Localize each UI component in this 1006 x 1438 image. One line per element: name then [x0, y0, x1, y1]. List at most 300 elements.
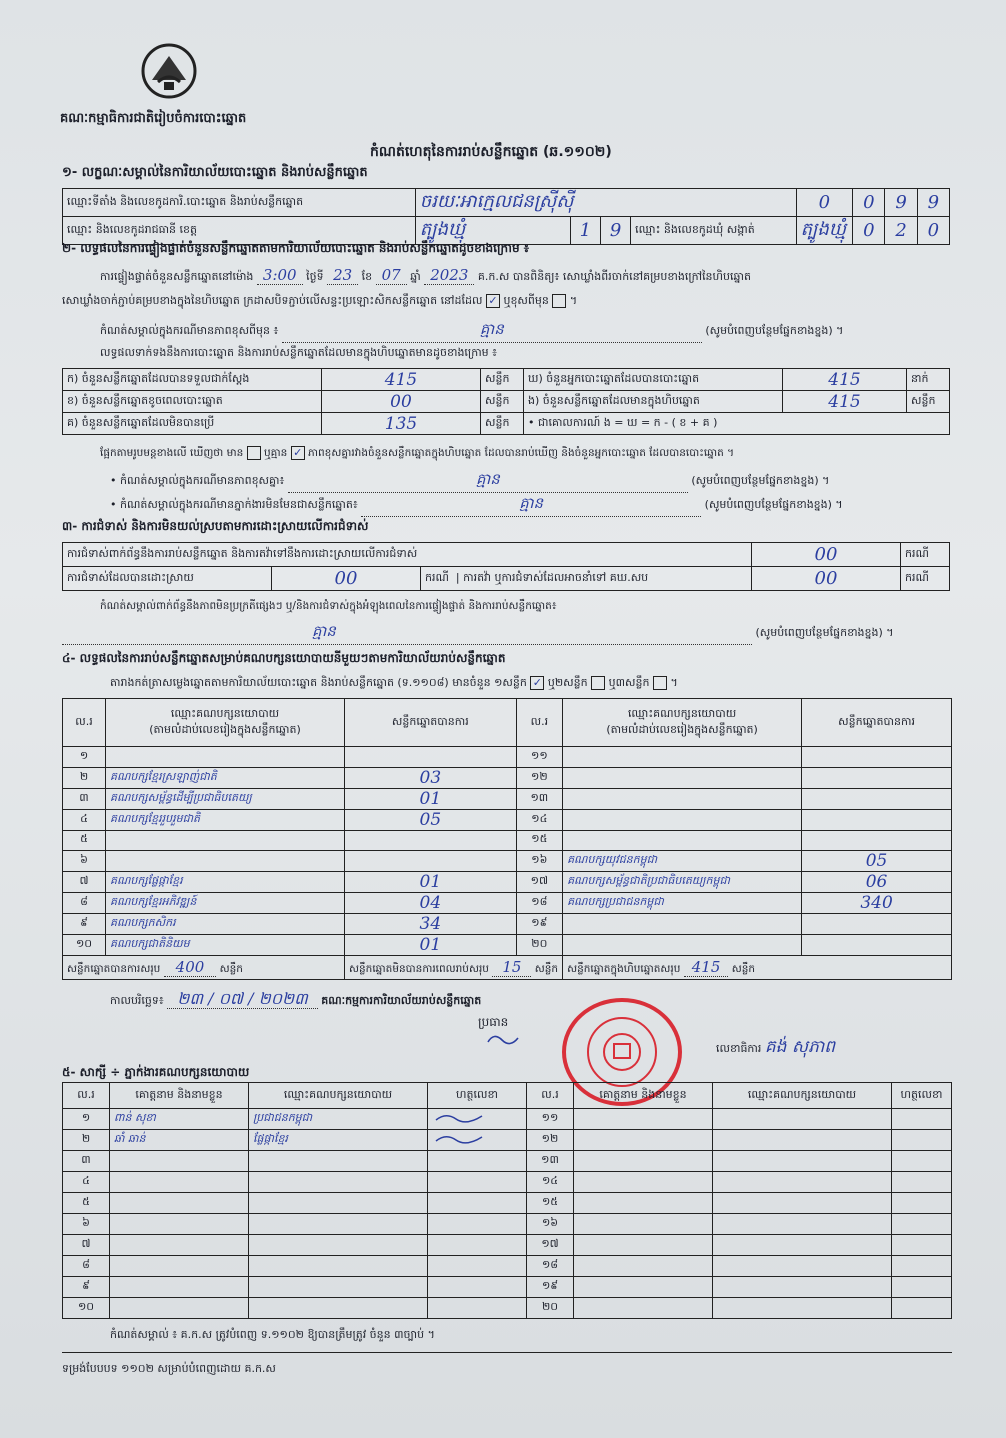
witness-col-name: គោត្តនាម និងនាមខ្លួន — [574, 1083, 713, 1109]
verification-time: 3:00 — [257, 266, 303, 285]
table-row — [63, 1109, 952, 1130]
col-party-title: ឈ្មោះគណបក្សនយោបាយ — [627, 706, 737, 720]
signature-icon — [432, 1131, 492, 1147]
party-name — [563, 830, 802, 851]
party-name: គណបក្សខ្មែរអភិវឌ្ឍន៍ — [106, 893, 345, 914]
witness-signature — [428, 1235, 527, 1256]
footer-divider — [62, 1352, 952, 1353]
witness-name — [574, 1109, 713, 1130]
witness-party — [249, 1193, 428, 1214]
witness-row-number: ១៥ — [527, 1193, 574, 1214]
party-votes — [345, 851, 517, 872]
chief-signature-icon — [484, 1030, 524, 1050]
spoiled-label: ខ) ចំនួនសន្លឹកឆ្នោតខូចពេលបោះឆ្នោត — [63, 391, 322, 413]
total-invalid-unit: សន្លឹក — [534, 962, 559, 975]
table-row — [63, 1214, 952, 1235]
witness-signature — [892, 1298, 952, 1319]
witness-name — [110, 1298, 249, 1319]
tally-sheet-line — [110, 676, 678, 692]
party-row-number: ៤ — [63, 809, 106, 830]
complaints-unit: ករណី — [901, 543, 950, 567]
comparison-text-c: ភាពខុសគ្នារវាងចំនួនសន្លឹកឆ្នោតក្នុងហិបឆ្នោត ដែលបានរាប់ឃើញ និងចំនួនអ្នកបោះឆ្នោត ដែលបានបោះឆ្នោត ។ — [308, 447, 735, 459]
witness-party — [713, 1235, 892, 1256]
table-row — [63, 767, 952, 788]
witness-row-number: ៥ — [63, 1193, 110, 1214]
witness-row-number: ១៨ — [527, 1256, 574, 1277]
col-votes-header: សន្លឹកឆ្នោតបានការ — [802, 699, 952, 747]
secretary-name: គង់ សុភាព — [764, 1037, 836, 1057]
no-difference-checkbox[interactable]: ✓ — [291, 446, 305, 460]
party-name — [563, 809, 802, 830]
witness-row-number: ១៩ — [527, 1277, 574, 1298]
resolved-unit: ករណី — [425, 570, 449, 584]
province-label: ឈ្មោះ និងលេខកូដរាជធានី ខេត្ត — [63, 217, 416, 245]
witness-col-party: ឈ្មោះគណបក្សនយោបាយ — [249, 1083, 428, 1109]
party-row-number: ១៩ — [516, 914, 562, 935]
witness-row-number: ១០ — [63, 1298, 110, 1319]
received-label: ក) ចំនួនសន្លឹកឆ្នោតដែលបានទទួលជាក់ស្តែង — [63, 369, 322, 391]
witness-party — [713, 1193, 892, 1214]
col-no-header: ល.រ — [516, 699, 562, 747]
party-row-number: ៣ — [63, 788, 106, 809]
org-name: គណៈកម្មាធិការជាតិរៀបចំការបោះឆ្នោត — [60, 111, 247, 126]
table-row — [63, 872, 952, 893]
form-footer: ទម្រង់បែបបទ ១១០២ សម្រាប់បំពេញដោយ គ.ក.ស — [62, 1362, 276, 1375]
party-name — [563, 767, 802, 788]
section-4-heading: ៤- លទ្ធផលនៃការរាប់សន្លឹកឆ្នោតសម្រាប់គណបក្សនយោបាយនីមួយៗតាមការិយាល័យរាប់សន្លឹកឆ្នោត — [62, 651, 506, 665]
total-valid-label: សន្លឹកឆ្នោតបានការសរុប — [67, 962, 161, 975]
witness-col-party: ឈ្មោះគណបក្សនយោបាយ — [713, 1083, 892, 1109]
verification-line-1 — [100, 266, 751, 286]
witness-signature — [428, 1298, 527, 1319]
table-row — [63, 830, 952, 851]
witness-row-number: ២០ — [527, 1298, 574, 1319]
witness-row-number: ៩ — [63, 1277, 110, 1298]
verification-year-label: ឆ្នាំ — [410, 270, 421, 283]
note-non-ballot-hint: (សូមបំពេញបន្ថែមផ្នែកខាងខ្នង) ។ — [704, 498, 843, 511]
witness-name — [574, 1235, 713, 1256]
total-invalid-label: សន្លឹកឆ្នោតមិនបានការពេលរាប់សរុប — [349, 962, 489, 975]
witness-name — [574, 1193, 713, 1214]
table-row — [63, 1256, 952, 1277]
col-votes-header: សន្លឹកឆ្នោតបានការ — [345, 699, 517, 747]
witness-party — [249, 1256, 428, 1277]
witness-signature — [892, 1277, 952, 1298]
party-name: គណបក្សយុវជនកម្ពុជា — [563, 851, 802, 872]
witness-signature — [892, 1235, 952, 1256]
col-party-header — [563, 699, 802, 747]
col-no-header: ល.រ — [63, 699, 106, 747]
party-votes: 01 — [345, 935, 517, 956]
commune-value: ត្បូងឃ្មុំ — [796, 217, 853, 245]
witness-row-number: ១២ — [527, 1130, 574, 1151]
note-discrepancy-label: • កំណត់សម្គាល់ក្នុងករណីមានភាពខុសគ្នា៖ — [110, 474, 285, 487]
witness-row-number: ៣ — [63, 1151, 110, 1172]
witness-party — [249, 1235, 428, 1256]
table-row — [63, 1193, 952, 1214]
two-sheets-label: ឬ២សន្លឹក — [547, 676, 588, 689]
date-line — [110, 988, 481, 1012]
date-label: កាលបរិច្ឆេទ៖ — [110, 994, 164, 1007]
party-row-number: ១០ — [63, 935, 106, 956]
formula-note: • ជាគោលការណ៍ ង = ឃ = ក - ( ខ + គ ) — [524, 413, 950, 435]
location-name-label: ឈ្មោះទីតាំង និងលេខកូដការិ.បោះឆ្នោត និងរាប់សន្លឹកឆ្នោត — [63, 189, 416, 217]
witness-row-number: ១៤ — [527, 1172, 574, 1193]
party-votes — [802, 830, 952, 851]
witness-name — [574, 1151, 713, 1172]
location-name-value: ចរយៈអាក្មេលជនស្រ៊ីសុី — [415, 189, 796, 217]
note-difference-value: គ្មាន — [282, 320, 702, 343]
witness-signature — [428, 1109, 527, 1130]
received-value: 415 — [322, 369, 481, 391]
total-box-value: 415 — [684, 958, 729, 977]
party-row-number: ១៥ — [516, 830, 562, 851]
witness-row-number: ១ — [63, 1109, 110, 1130]
col-party-header — [106, 699, 345, 747]
two-sheets-checkbox[interactable] — [591, 676, 605, 690]
in-box-unit: សន្លឹក — [907, 391, 950, 413]
verification-month: 07 — [376, 266, 407, 285]
escalated-value: 00 — [752, 567, 901, 591]
tally-sheet-text: តារាងកត់ត្រាសម្លេងឆ្នោតតាមការិយាល័យបោះឆ្នោត និងរាប់សន្លឹកឆ្នោត (ទ.១១០៨) មានចំនួន ១សន្លឹក — [110, 676, 527, 689]
witness-row-number: ២ — [63, 1130, 110, 1151]
witness-party — [249, 1172, 428, 1193]
commission-emblem-icon — [140, 42, 198, 100]
table-row — [63, 1151, 952, 1172]
location-code-digit: 9 — [885, 189, 917, 217]
witness-row-number: ៧ — [63, 1235, 110, 1256]
party-row-number: ១២ — [516, 767, 562, 788]
ballot-count-table — [62, 368, 950, 435]
complaints-note-line — [62, 622, 950, 645]
unused-label: គ) ចំនួនសន្លឹកឆ្នោតដែលមិនបានប្រើ — [63, 413, 322, 435]
table-row — [63, 914, 952, 935]
in-box-value: 415 — [783, 391, 907, 413]
witness-name — [110, 1235, 249, 1256]
party-name — [563, 788, 802, 809]
three-sheets-checkbox[interactable] — [653, 676, 667, 690]
party-row-number: ៦ — [63, 851, 106, 872]
witness-party — [249, 1298, 428, 1319]
voters-unit: នាក់ — [907, 369, 950, 391]
party-name: គណបក្សសម្ព័ន្ធដើម្បីប្រជាធិបតេយ្យ — [106, 788, 345, 809]
note-difference-label: កំណត់សម្គាល់ក្នុងករណីមានភាពខុសពីមុន ៖ — [100, 324, 279, 337]
voters-label: ឃ) ចំនួនអ្នកបោះឆ្នោតដែលបានបោះឆ្នោត — [524, 369, 783, 391]
witness-signature — [428, 1172, 527, 1193]
comparison-text-b: ឬគ្មាន — [264, 447, 288, 459]
party-votes — [345, 747, 517, 768]
tally-sheet-end: ។ — [670, 676, 678, 689]
date-value: ២៣ / ០៧ / ២០២៣ — [167, 989, 318, 1009]
party-row-number: ១៤ — [516, 809, 562, 830]
party-row-number: ៥ — [63, 830, 106, 851]
witness-party — [713, 1172, 892, 1193]
one-sheet-checkbox[interactable]: ✓ — [530, 676, 544, 690]
verification-line-1-end: គ.ក.ស បានពិនិត្យ៖ សោឃ្លាំងពីរចាក់នៅគម្របខាងក្រៅនៃហិបឆ្នោត — [477, 270, 751, 283]
note-non-ballot-label: • កំណត់សម្គាល់ក្នុងករណីមានភ្នាក់ងារមិនមែនជាសន្លឹកឆ្នោត៖ — [110, 498, 358, 511]
note-difference-line — [100, 320, 940, 343]
party-row-number: ៨ — [63, 893, 106, 914]
witness-signature — [892, 1214, 952, 1235]
party-row-number: ៧ — [63, 872, 106, 893]
party-name: គណបក្សសម្ព័ន្ធជាតិប្រជាធិបតេយ្យកម្ពុជា — [563, 872, 802, 893]
party-name — [106, 747, 345, 768]
witness-name: ឆាំ ឆាន់ — [110, 1130, 249, 1151]
location-code-digit: 0 — [853, 189, 885, 217]
total-valid-unit: សន្លឹក — [219, 962, 243, 975]
section-2-heading: ២- លទ្ធផលនៃការផ្ទៀងផ្ទាត់ចំនួនសន្លឹកឆ្នោតតាមការិយាល័យបោះឆ្នោត និងរាប់សន្លឹកឆ្នោតដូចខាងក្រោម ៖ — [62, 241, 530, 255]
party-name: គណបក្សប្រជាជនកម្ពុជា — [563, 893, 802, 914]
witness-name — [574, 1256, 713, 1277]
witness-party — [713, 1277, 892, 1298]
col-party-title: ឈ្មោះគណបក្សនយោបាយ — [170, 706, 280, 720]
chief-label: ប្រធាន — [478, 1015, 509, 1029]
witness-signature — [428, 1130, 527, 1151]
verification-line-2-text: សោឃ្លាំងចាក់ភ្ជាប់គម្របខាងក្នុងនៃហិបឆ្នោត ក្រដាសបិទភ្ជាប់លើសន្ទះប្រឡោះសិកសន្លឹកឆ្នោត នៅដដែល — [62, 294, 483, 307]
witness-row-number: ១៧ — [527, 1235, 574, 1256]
footnote: កំណត់សម្គាល់ ៖ គ.ក.ស ត្រូវបំពេញ ទ.១១០២ ឱ្យបានត្រឹមត្រូវ ចំនួន ៣ច្បាប់ ។ — [110, 1328, 435, 1341]
section-3-heading: ៣- ការជំទាស់ និងការមិនយល់ស្របតាមការដោះស្រាយលើការជំទាស់ — [62, 519, 369, 533]
different-label: ឬខុសពីមុន — [503, 294, 549, 307]
party-name — [563, 747, 802, 768]
witness-row-number: ៨ — [63, 1256, 110, 1277]
party-row-number: ១៨ — [516, 893, 562, 914]
section-1-heading: ១- លក្ខណៈសម្គាល់នៃការិយាល័យបោះឆ្នោត និងរាប់សន្លឹកឆ្នោត — [62, 165, 368, 180]
verification-month-label: ខែ — [361, 270, 373, 283]
verification-year: 2023 — [424, 266, 474, 285]
escalated-label: ករណី | ការតវ៉ា ឬការជំទាស់ដែលអាចនាំទៅ គឃ.សប — [421, 567, 752, 591]
witness-signature — [892, 1172, 952, 1193]
note-discrepancy-hint: (សូមបំពេញបន្ថែមផ្នែកខាងខ្នង) ។ — [691, 474, 830, 487]
location-code-digit: 9 — [917, 189, 949, 217]
table-row — [63, 1130, 952, 1151]
note-non-ballot-line — [110, 494, 843, 517]
verification-day-label: ថ្ងៃទី — [306, 270, 324, 283]
party-votes — [802, 747, 952, 768]
party-votes: 05 — [345, 809, 517, 830]
witness-name: ពាន់ សុខា — [110, 1109, 249, 1130]
witness-row-number: ១១ — [527, 1109, 574, 1130]
witness-party — [713, 1130, 892, 1151]
location-code-digit: 0 — [796, 189, 853, 217]
witness-name — [110, 1151, 249, 1172]
note-discrepancy-value: គ្មាន — [288, 470, 688, 493]
witness-name — [574, 1172, 713, 1193]
witness-row-number: ៦ — [63, 1214, 110, 1235]
party-row-number: ២ — [63, 767, 106, 788]
table-row — [63, 1277, 952, 1298]
witness-col-name: គោត្តនាម និងនាមខ្លួន — [110, 1083, 249, 1109]
witness-party — [713, 1298, 892, 1319]
commune-code-digit: 0 — [853, 217, 885, 245]
result-intro: លទ្ធផលទាក់ទងនឹងការបោះឆ្នោត និងការរាប់សន្លឹកឆ្នោតដែលមានក្នុងហិបឆ្នោតមានដូចខាងក្រោម ៖ — [100, 346, 497, 359]
signature-icon — [432, 1110, 492, 1126]
comparison-text-a: ផ្អែកតាមរូបមន្តខាងលើ ឃើញថា មាន — [100, 447, 244, 459]
party-row-number: ១ — [63, 747, 106, 768]
party-votes: 05 — [802, 851, 952, 872]
complaints-note-value: គ្មាន — [62, 622, 752, 645]
note-discrepancy-line — [110, 470, 829, 493]
party-row-number: ១១ — [516, 747, 562, 768]
col-party-subtitle: (តាមលំដាប់លេខរៀងក្នុងសន្លឹកឆ្នោត) — [606, 722, 758, 736]
party-results-table — [62, 698, 952, 980]
table-row — [63, 851, 952, 872]
escalated-text: ការតវ៉ា ឬការជំទាស់ដែលអាចនាំទៅ គឃ.សប — [463, 570, 649, 584]
party-votes — [802, 809, 952, 830]
form-title: កំណត់ហេតុនៃការរាប់សន្លឹកឆ្នោត (ឆ.១១០២) — [370, 144, 612, 160]
total-box-unit: សន្លឹក — [731, 962, 756, 975]
total-invalid-cell — [345, 956, 563, 980]
escalated-unit: ករណី — [901, 567, 950, 591]
comparison-line — [100, 446, 734, 462]
complaints-value: 00 — [752, 543, 901, 567]
table-row — [63, 1235, 952, 1256]
witness-row-number: ១៦ — [527, 1214, 574, 1235]
table-row — [63, 747, 952, 768]
party-votes: 340 — [802, 893, 952, 914]
complaints-table — [62, 542, 950, 591]
party-row-number: ១៦ — [516, 851, 562, 872]
verification-line-2: សោឃ្លាំងចាក់ភ្ជាប់គម្របខាងក្នុងនៃហិបឆ្នោត ក្រដាសបិទភ្ជាប់លើសន្ទះប្រឡោះសិកសន្លឹកឆ្នោត នៅដដែល ✓ ឬខុសពីមុន ។ — [62, 294, 578, 307]
party-name: គណបក្សផ្លែផ្កាខ្មែរ — [106, 872, 345, 893]
note-difference-hint: (សូមបំពេញបន្ថែមផ្នែកខាងខ្នង) ។ — [705, 324, 844, 337]
total-box-cell — [563, 956, 952, 980]
witness-name — [574, 1214, 713, 1235]
has-difference-checkbox[interactable] — [247, 446, 261, 460]
party-votes: 34 — [345, 914, 517, 935]
witness-col-no: ល.រ — [527, 1083, 574, 1109]
table-row — [63, 809, 952, 830]
received-unit: សន្លឹក — [481, 369, 524, 391]
party-votes: 01 — [345, 788, 517, 809]
witness-signature — [428, 1214, 527, 1235]
witness-party — [249, 1277, 428, 1298]
three-sheets-label: ឬ៣សន្លឹក — [608, 676, 650, 689]
witness-party — [713, 1109, 892, 1130]
commune-code-digit: 0 — [917, 217, 949, 245]
party-name — [106, 851, 345, 872]
different-checkbox[interactable] — [552, 294, 566, 308]
witness-signature — [892, 1151, 952, 1172]
spoiled-value: 00 — [322, 391, 481, 413]
commune-code-digit: 2 — [885, 217, 917, 245]
complaints-note-hint: (សូមបំពេញបន្ថែមផ្នែកខាងខ្នង) ។ — [755, 626, 894, 639]
total-valid-value: 400 — [164, 958, 217, 977]
total-valid-cell — [63, 956, 345, 980]
witness-signature — [892, 1109, 952, 1130]
witness-col-no: ល.រ — [63, 1083, 110, 1109]
party-name: គណបក្សជាតិនិយម — [106, 935, 345, 956]
witness-party — [713, 1214, 892, 1235]
voters-value: 415 — [783, 369, 907, 391]
witness-name — [110, 1193, 249, 1214]
resolved-label: ការជំទាស់ដែលបានដោះស្រាយ — [63, 567, 272, 591]
party-row-number: ១៣ — [516, 788, 562, 809]
secretary-label: លេខាធិការ — [716, 1042, 762, 1055]
witness-signature — [428, 1151, 527, 1172]
party-name — [563, 935, 802, 956]
verification-time-label: ការផ្ទៀងផ្ទាត់ចំនួនសន្លឹកឆ្នោតនៅម៉ោង — [100, 270, 254, 283]
witness-party — [713, 1256, 892, 1277]
witness-name — [110, 1256, 249, 1277]
commune-label: ឈ្មោះ និងលេខកូដឃុំ សង្កាត់ — [631, 217, 796, 245]
witness-name — [110, 1277, 249, 1298]
party-votes: 04 — [345, 893, 517, 914]
witness-name — [110, 1172, 249, 1193]
witness-name — [574, 1130, 713, 1151]
secretary-line — [716, 1036, 835, 1061]
table-row — [63, 1298, 952, 1319]
witness-signature — [892, 1256, 952, 1277]
party-results-body — [63, 747, 952, 956]
total-box-label: សន្លឹកឆ្នោតក្នុងហិបឆ្នោតសរុប — [567, 962, 681, 975]
witness-row-number: ៤ — [63, 1172, 110, 1193]
party-votes: 06 — [802, 872, 952, 893]
table-row — [63, 1172, 952, 1193]
witness-signature — [428, 1256, 527, 1277]
unused-value: 135 — [322, 413, 481, 435]
witness-party — [713, 1151, 892, 1172]
party-votes: 03 — [345, 767, 517, 788]
spoiled-unit: សន្លឹក — [481, 391, 524, 413]
same-checkbox[interactable]: ✓ — [486, 294, 500, 308]
table-row — [63, 788, 952, 809]
witness-col-sign: ហត្ថលេខា — [892, 1083, 952, 1109]
province-value: ត្បូងឃ្មុំ — [415, 217, 570, 245]
table-row — [63, 935, 952, 956]
committee-label: គណៈកម្មការការិយាល័យរាប់សន្លឹកឆ្នោត — [321, 994, 482, 1007]
party-votes — [802, 767, 952, 788]
party-row-number: ៩ — [63, 914, 106, 935]
table-row — [63, 893, 952, 914]
witness-party — [249, 1214, 428, 1235]
witness-table — [62, 1082, 952, 1319]
note-non-ballot-value: គ្មាន — [361, 494, 701, 517]
province-code-digit: 9 — [600, 217, 630, 245]
party-name — [563, 914, 802, 935]
party-votes — [802, 935, 952, 956]
party-name: គណបក្សកសិករ — [106, 914, 345, 935]
total-invalid-value: 15 — [492, 958, 531, 977]
party-row-number: ១៧ — [516, 872, 562, 893]
witness-signature — [428, 1277, 527, 1298]
party-name — [106, 830, 345, 851]
in-box-label: ង) ចំនួនសន្លឹកឆ្នោតដែលមានក្នុងហិបឆ្នោត — [524, 391, 783, 413]
party-name: គណបក្សខ្មែររួបរួមជាតិ — [106, 809, 345, 830]
witness-name — [574, 1277, 713, 1298]
complaints-note-label: កំណត់សម្គាល់ពាក់ព័ន្ធនឹងភាពមិនប្រក្រតីផ្សេងៗ ឬ/និងការជំទាស់ក្នុងអំឡុងពេលនៃការផ្ទៀងផ្ទាត់ និងការរាប់សន្លឹកឆ្នោត៖ — [100, 600, 557, 612]
witness-signature — [892, 1130, 952, 1151]
witness-name — [574, 1298, 713, 1319]
complaints-label: ការជំទាស់ពាក់ព័ន្ធនឹងការរាប់សន្លឹកឆ្នោត និងការតវ៉ាទៅនឹងការដោះស្រាយលើការជំទាស់ — [63, 543, 752, 567]
witness-party — [249, 1151, 428, 1172]
resolved-value: 00 — [272, 567, 421, 591]
party-votes — [802, 914, 952, 935]
party-votes: 01 — [345, 872, 517, 893]
witness-party: ផ្លែផ្កាខ្មែរ — [249, 1130, 428, 1151]
party-votes — [345, 830, 517, 851]
witness-signature — [428, 1193, 527, 1214]
witness-name — [110, 1214, 249, 1235]
witness-body — [63, 1109, 952, 1319]
province-code-digit: 1 — [570, 217, 600, 245]
col-party-subtitle: (តាមលំដាប់លេខរៀងក្នុងសន្លឹកឆ្នោត) — [149, 722, 301, 736]
section-5-heading: ៥- សាក្សី ÷ ភ្នាក់ងារគណបក្សនយោបាយ — [62, 1065, 250, 1079]
verification-day: 23 — [327, 266, 358, 285]
witness-signature — [892, 1193, 952, 1214]
location-table — [62, 188, 950, 245]
witness-party: ប្រជាជនកម្ពុជា — [249, 1109, 428, 1130]
